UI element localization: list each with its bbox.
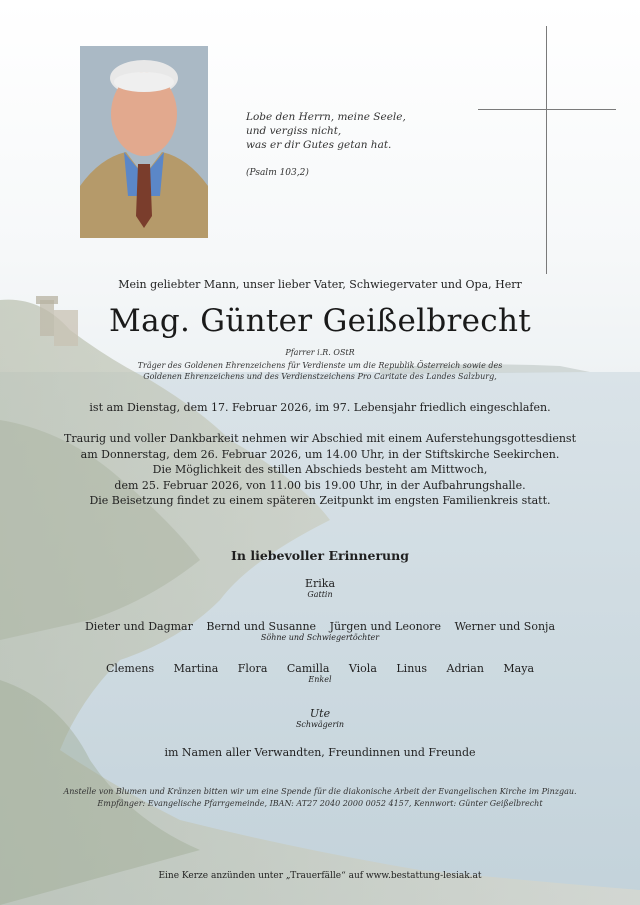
mourner-name: Martina <box>173 662 219 675</box>
relatives-line: im Namen aller Verwandten, Freundinnen und Freunde <box>164 746 476 759</box>
honors-line: Träger des Goldenen Ehrenzeichens für Verdienste um die Republik Österreich sowie des <box>137 361 503 370</box>
portrait-photo <box>80 46 208 238</box>
mourner-group-grandchildren <box>0 662 640 684</box>
honors-line: Goldenen Ehrenzeichens und des Verdienstzeichens Pro Caritate des Landes Salzburg, <box>143 372 497 381</box>
quote-reference: (Psalm 103,2) <box>246 168 309 178</box>
quote-line: Lobe den Herrn, meine Seele, <box>246 111 406 123</box>
deceased-name: Mag. Günter Geißelbrecht <box>109 303 531 339</box>
mourner-role: Söhne und Schwiegertöchter <box>260 633 380 642</box>
cross-horizontal-line <box>478 109 616 110</box>
mourner-name: Erika <box>304 577 336 590</box>
deceased-title: Pfarrer i.R. OStR <box>285 348 355 357</box>
mourner-name: Dieter und Dagmar <box>84 620 193 633</box>
funeral-line: Die Beisetzung findet zu einem späteren Zeitpunkt im engsten Familienkreis statt. <box>89 494 551 507</box>
psalm-quote <box>246 110 486 180</box>
deceased-honors <box>0 360 640 382</box>
mourner-role: Gattin <box>307 590 333 599</box>
mourner-role: Enkel <box>308 675 332 684</box>
mourner-name: Adrian <box>446 662 484 675</box>
mourner-name: Maya <box>503 662 535 675</box>
mourner-role: Schwägerin <box>295 720 345 729</box>
donation-note <box>0 786 640 810</box>
death-statement: ist am Dienstag, dem 17. Februar 2026, im 97. Lebensjahr friedlich eingeschlafen. <box>89 401 551 414</box>
quote-line: was er dir Gutes getan hat. <box>246 139 392 151</box>
mourner-name: Clemens <box>105 662 155 675</box>
mourner-name: Bernd und Susanne <box>206 620 317 633</box>
mourner-name: Viola <box>348 662 377 675</box>
funeral-line: am Donnerstag, dem 26. Februar 2026, um 14.00 Uhr, in der Stiftskirche Seekirchen. <box>80 447 560 461</box>
mourner-group-spouse <box>0 577 640 599</box>
quote-line: und vergiss nicht, <box>246 125 342 137</box>
intro-text: Mein geliebter Mann, unser lieber Vater, Schwiegervater und Opa, Herr <box>118 278 522 291</box>
funeral-line: dem 25. Februar 2026, von 11.00 bis 19.00 Uhr, in der Aufbahrungshalle. <box>114 478 526 492</box>
mourner-name: Camilla <box>286 662 330 675</box>
funeral-line: Die Möglichkeit des stillen Abschieds besteht am Mittwoch, <box>152 463 488 476</box>
mourner-group-sister-in-law <box>0 707 640 729</box>
funeral-details <box>0 431 640 509</box>
candle-link-footer: Eine Kerze anzünden unter „Trauerfälle“ auf www.bestattung-lesiak.at <box>158 871 482 881</box>
funeral-line: Traurig und voller Dankbarkeit nehmen wir Abschied mit einem Auferstehungsgottesdienst <box>64 432 576 445</box>
mourner-name: Jürgen und Leonore <box>329 620 442 633</box>
mourner-name: Flora <box>237 662 268 675</box>
mourner-name: Werner und Sonja <box>454 620 556 633</box>
cross-vertical-line <box>546 26 547 274</box>
mourner-name: Linus <box>396 662 428 675</box>
mourner-group-children <box>0 620 640 642</box>
donation-line: Empfänger: Evangelische Pfarrgemeinde, IBAN: AT27 2040 2000 0052 4157, Kennwort: Günter Geißelbrecht <box>97 799 543 808</box>
mourner-name: Ute <box>309 707 331 720</box>
donation-line: Anstelle von Blumen und Kränzen bitten wir um eine Spende für die diakonische Arbeit der Evangelischen Kirche im Pinzgau. <box>63 787 577 796</box>
memory-heading: In liebevoller Erinnerung <box>231 548 409 563</box>
